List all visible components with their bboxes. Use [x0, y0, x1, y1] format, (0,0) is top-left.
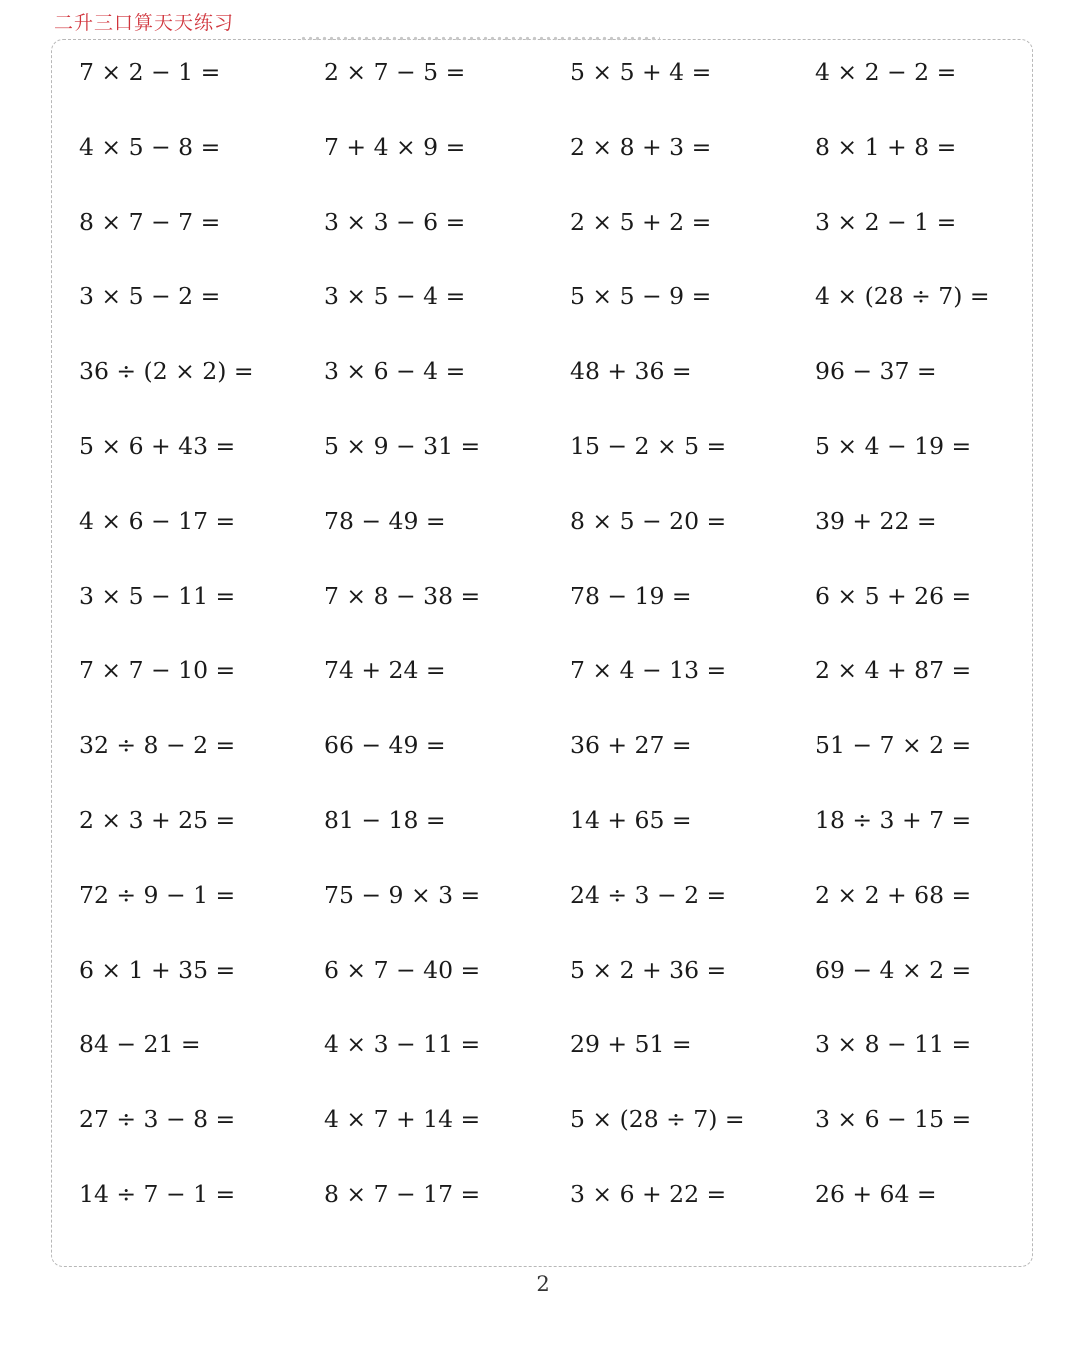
arithmetic-problem: 5 × 5 − 9 = [570, 282, 712, 311]
arithmetic-problem: 78 − 19 = [570, 581, 692, 610]
arithmetic-problem: 2 × 5 + 2 = [570, 207, 712, 236]
arithmetic-problem: 4 × 3 − 11 = [324, 1030, 481, 1059]
arithmetic-problem: 51 − 7 × 2 = [815, 731, 972, 760]
arithmetic-problem: 2 × 2 + 68 = [815, 880, 972, 909]
arithmetic-problem: 74 + 24 = [324, 656, 446, 685]
arithmetic-problem: 7 × 4 − 13 = [570, 656, 727, 685]
arithmetic-problem: 5 × 6 + 43 = [79, 431, 236, 460]
arithmetic-problem: 14 ÷ 7 − 1 = [79, 1179, 236, 1208]
arithmetic-problem: 75 − 9 × 3 = [324, 880, 481, 909]
worksheet-title: 二升三口算天天练习 [54, 12, 235, 34]
arithmetic-problem: 3 × 8 − 11 = [815, 1030, 972, 1059]
arithmetic-problem: 7 × 2 − 1 = [79, 58, 221, 86]
arithmetic-problem: 5 × 9 − 31 = [324, 431, 481, 460]
arithmetic-problem: 2 × 7 − 5 = [324, 58, 466, 86]
arithmetic-problem: 6 × 7 − 40 = [324, 955, 481, 984]
arithmetic-problem: 36 + 27 = [570, 731, 692, 760]
arithmetic-problem: 24 ÷ 3 − 2 = [570, 880, 727, 909]
arithmetic-problem: 72 ÷ 9 − 1 = [79, 880, 236, 909]
arithmetic-problem: 15 − 2 × 5 = [570, 431, 727, 460]
arithmetic-problem: 36 ÷ (2 × 2) = [79, 357, 254, 386]
page-number: 2 [536, 1272, 550, 1296]
arithmetic-problem: 3 × 6 − 15 = [815, 1105, 972, 1134]
arithmetic-problem: 14 + 65 = [570, 805, 692, 834]
arithmetic-problem: 7 × 7 − 10 = [79, 656, 236, 685]
arithmetic-problem: 3 × 5 − 4 = [324, 282, 466, 311]
arithmetic-problem: 3 × 6 + 22 = [570, 1179, 727, 1208]
arithmetic-problem: 69 − 4 × 2 = [815, 955, 972, 984]
arithmetic-problem: 2 × 4 + 87 = [815, 656, 972, 685]
arithmetic-problem: 5 × 5 + 4 = [570, 58, 712, 86]
arithmetic-problem: 2 × 3 + 25 = [79, 805, 236, 834]
arithmetic-problem: 2 × 8 + 3 = [570, 132, 712, 161]
arithmetic-problem: 4 × (28 ÷ 7) = [815, 282, 990, 311]
arithmetic-problem: 8 × 7 − 7 = [79, 207, 221, 236]
arithmetic-problem: 18 ÷ 3 + 7 = [815, 805, 972, 834]
arithmetic-problem: 5 × (28 ÷ 7) = [570, 1105, 745, 1134]
arithmetic-problem: 84 − 21 = [79, 1030, 201, 1059]
arithmetic-problem: 8 × 7 − 17 = [324, 1179, 481, 1208]
arithmetic-problem: 39 + 22 = [815, 506, 937, 535]
arithmetic-problem: 3 × 5 − 11 = [79, 581, 236, 610]
arithmetic-problem: 7 × 8 − 38 = [324, 581, 481, 610]
arithmetic-problem: 8 × 1 + 8 = [815, 132, 957, 161]
arithmetic-problem: 96 − 37 = [815, 357, 937, 386]
arithmetic-problem: 4 × 5 − 8 = [79, 132, 221, 161]
arithmetic-problem: 27 ÷ 3 − 8 = [79, 1105, 236, 1134]
arithmetic-problem: 3 × 5 − 2 = [79, 282, 221, 311]
arithmetic-problem: 6 × 1 + 35 = [79, 955, 236, 984]
arithmetic-problem: 7 + 4 × 9 = [324, 132, 466, 161]
arithmetic-problem: 81 − 18 = [324, 805, 446, 834]
arithmetic-problem: 66 − 49 = [324, 731, 446, 760]
arithmetic-problem: 32 ÷ 8 − 2 = [79, 731, 236, 760]
decorative-dotted-rule [300, 36, 660, 41]
arithmetic-problem: 5 × 2 + 36 = [570, 955, 727, 984]
arithmetic-problem: 4 × 6 − 17 = [79, 506, 236, 535]
arithmetic-problem: 26 + 64 = [815, 1179, 937, 1208]
arithmetic-problem: 6 × 5 + 26 = [815, 581, 972, 610]
arithmetic-problem: 3 × 6 − 4 = [324, 357, 466, 386]
problem-grid [79, 54, 1059, 1251]
arithmetic-problem: 4 × 7 + 14 = [324, 1105, 481, 1134]
arithmetic-problem: 78 − 49 = [324, 506, 446, 535]
arithmetic-problem: 8 × 5 − 20 = [570, 506, 727, 535]
arithmetic-problem: 29 + 51 = [570, 1030, 692, 1059]
arithmetic-problem: 48 + 36 = [570, 357, 692, 386]
arithmetic-problem: 3 × 2 − 1 = [815, 207, 957, 236]
arithmetic-problem: 5 × 4 − 19 = [815, 431, 972, 460]
arithmetic-problem: 3 × 3 − 6 = [324, 207, 466, 236]
arithmetic-problem: 4 × 2 − 2 = [815, 58, 957, 86]
